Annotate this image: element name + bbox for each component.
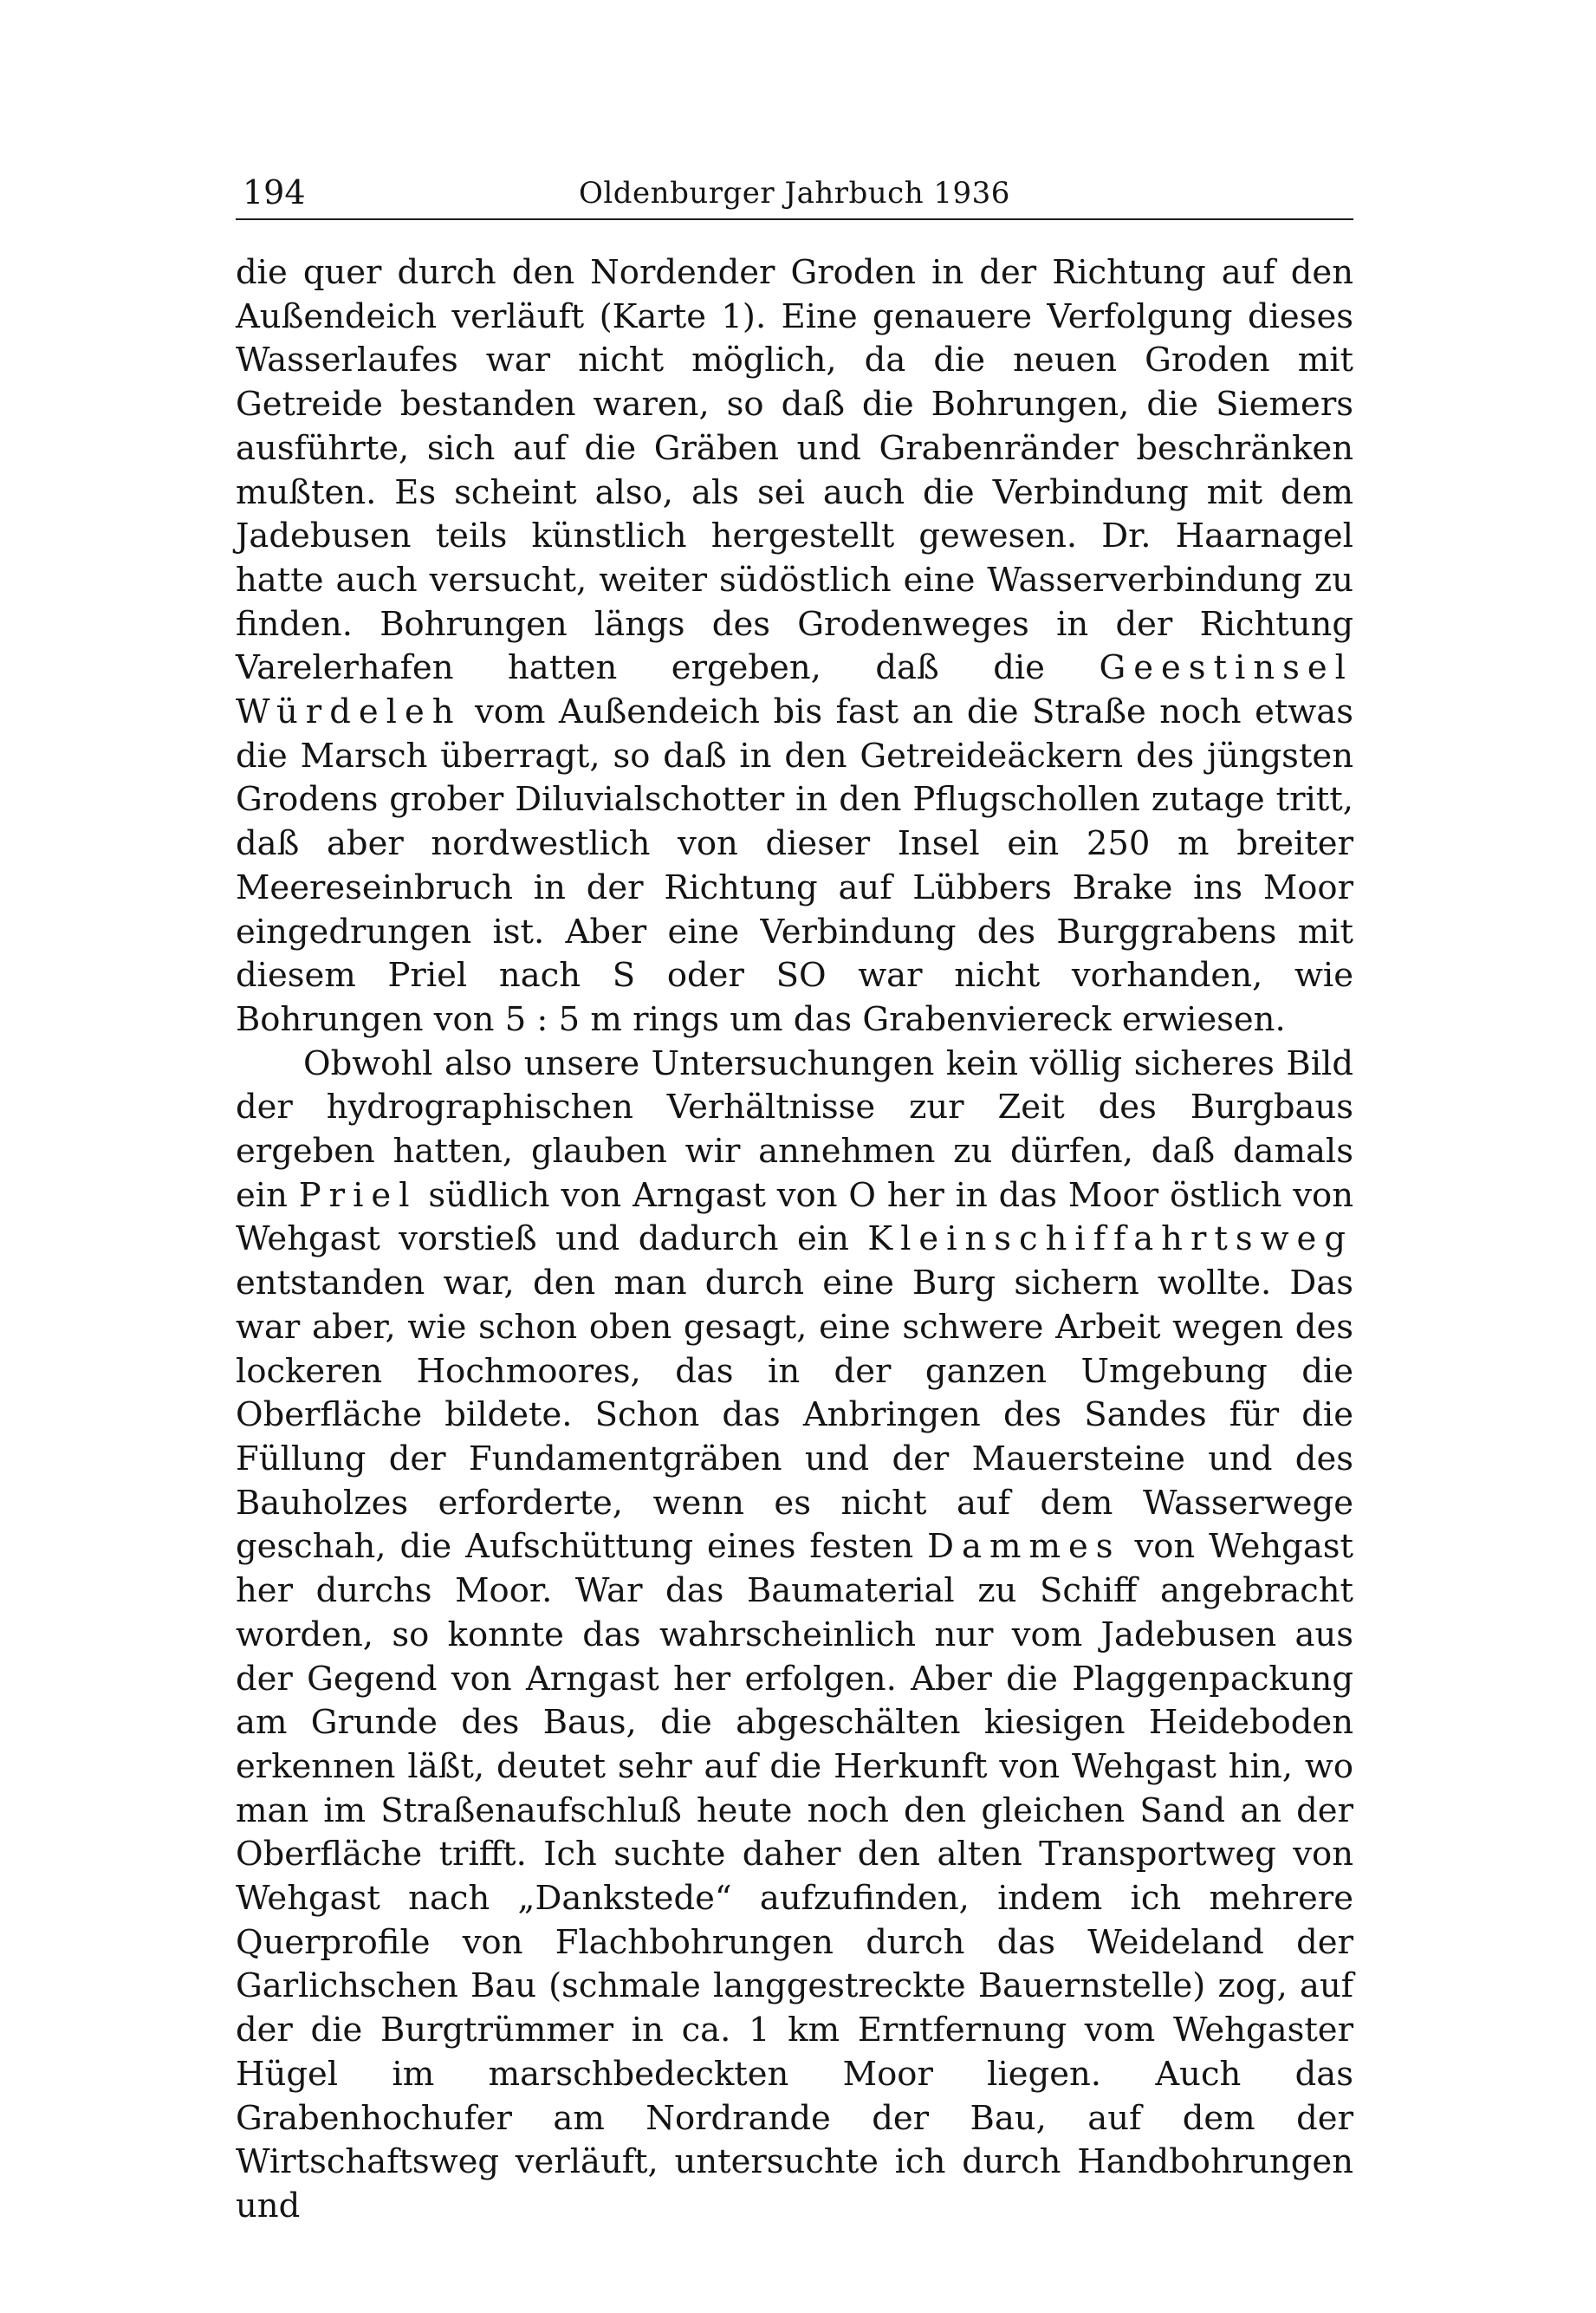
running-title: Oldenburger Jahrbuch 1936: [579, 176, 1010, 211]
page-number: 194: [243, 173, 306, 211]
emphasized-term-kleinschiffahrtsweg: Kleinschiffahrtsweg: [867, 1219, 1353, 1259]
emphasized-term-priel: Priel: [298, 1175, 418, 1215]
paragraph-2-text-4: von Wehgast her durchs Moor. War das Baumaterial zu Schiff angebracht worden, so konnte das wahrscheinlich nur vom Jadebusen aus der Gegend von Arngast her erfolgen. Aber die Plaggenpackung am Grunde des Baus, die abgeschälten kiesigen Heideboden erkennen läßt, deutet sehr auf die Herkunft von Wehgast hin, wo man im Straßenaufschluß heute noch den gleichen Sand an der Oberfläche trifft. Ich suchte daher den alten Transportweg von Wehgast nach „Dankstede“ aufzufinden, indem ich mehrere Querprofile von Flachbohrungen durch das Weideland der Garlichschen Bau (schmale langgestreckte Bauernstelle) zog, auf der die Burgtrümmer in ca. 1 km Erntfernung vom Wehgaster Hügel im marschbedeckten Moor liegen. Auch das Grabenhochufer am Nordrande der Bau, auf dem der Wirtschaftsweg verläuft, untersuchte ich durch Handbohrungen und: [236, 1527, 1353, 2225]
paragraph-1-text-1: die quer durch den Nordender Groden in der Richtung auf den Außendeich verläuft (Karte 1). Eine genauere Verfolgung dieses Wasserlaufes war nicht möglich, da die neuen Groden mit Getreide bestanden waren, so daß die Bohrungen, die Siemers ausführte, sich auf die Gräben und Grabenränder beschränken mußten. Es scheint also, als sei auch die Verbindung mit dem Jadebusen teils künstlich hergestellt gewesen. Dr. Haarnagel hatte auch versucht, weiter südöstlich eine Wasserverbindung zu finden. Bohrungen längs des Grodenweges in der Richtung Varelerhafen hatten ergeben, daß die: [236, 253, 1353, 688]
paragraph-2-text-1: Obwohl also unsere Untersuchungen kein völlig sicheres Bild der hydrographischen Verhältnisse zur Zeit des Burgbaus ergeben hatten, glauben wir annehmen zu dürfen, daß damals ein: [236, 1043, 1353, 1215]
paragraph-2-text-2: südlich von Arngast von O her in das Moor östlich von Wehgast vorstieß und dadurch ein: [236, 1175, 1353, 1259]
paragraph-2-text-3: entstanden war, den man durch eine Burg sichern wollte. Das war aber, wie schon oben gesagt, eine schwere Arbeit wegen des lockeren Hochmoores, das in der ganzen Umgebung die Oberfläche bildete. Schon das Anbringen des Sandes für die Füllung der Fundamentgräben und der Mauersteine und des Bauholzes erforderte, wenn es nicht auf dem Wasserwege geschah, die Aufschüttung eines festen: [236, 1264, 1353, 1567]
body-text: [236, 251, 1353, 2229]
paragraph-1-text-2: vom Außendeich bis fast an die Straße noch etwas die Marsch überragt, so daß in den Getreideäckern des jüngsten Grodens grober Diluvialschotter in den Pflugschollen zutage tritt, daß aber nordwestlich von dieser Insel ein 250 m breiter Meereseinbruch in der Richtung auf Lübbers Brake ins Moor eingedrungen ist. Aber eine Verbindung des Burggrabens mit diesem Priel nach S oder SO war nicht vorhanden, wie Bohrungen von 5 : 5 m rings um das Grabenviereck erwiesen.: [236, 692, 1353, 1039]
paragraph-1: [236, 251, 1353, 1043]
page-header: [236, 172, 1353, 224]
paragraph-2: [236, 1043, 1353, 2229]
emphasized-term-dammes: Dammes: [927, 1527, 1121, 1567]
header-rule: [236, 218, 1353, 220]
emphasized-place-name: Geestinsel Würdeleh: [236, 648, 1353, 732]
